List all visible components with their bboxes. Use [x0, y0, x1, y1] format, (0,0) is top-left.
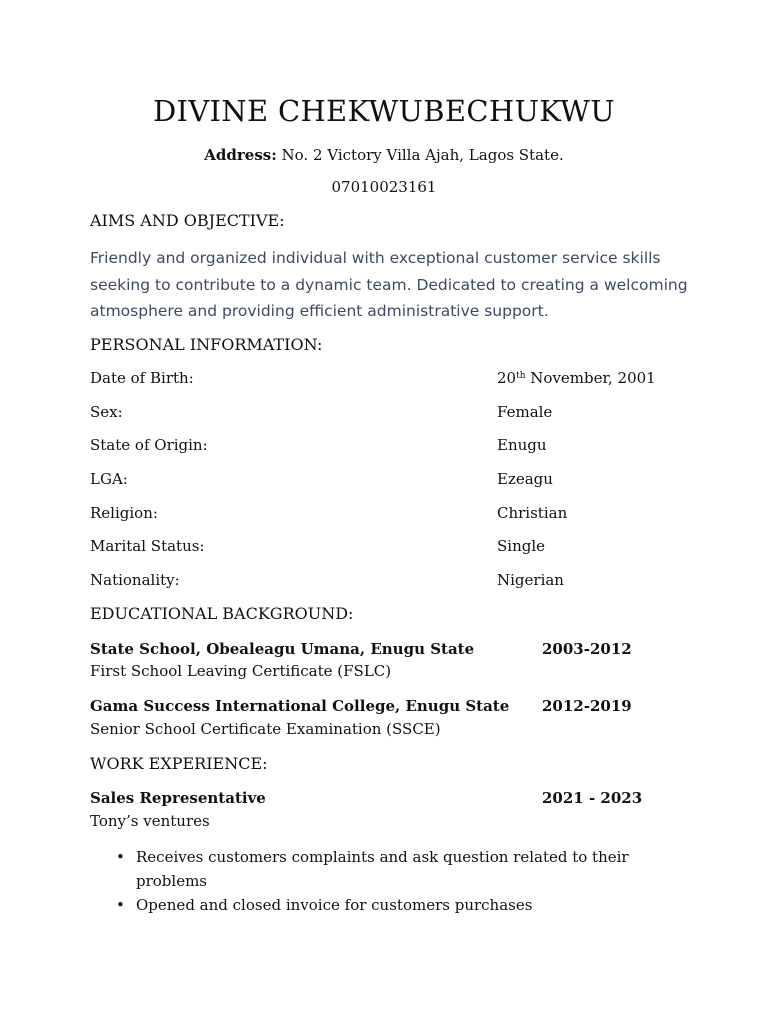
work-role: Sales Representative	[90, 789, 266, 807]
info-value: Enugu	[497, 436, 547, 454]
duty-text: Opened and closed invoice for customers purchases	[136, 896, 533, 914]
info-label: Sex:	[90, 403, 123, 421]
info-row-state	[90, 436, 690, 458]
address-line	[0, 146, 768, 164]
education-school: Gama Success International College, Enugu State	[90, 697, 510, 715]
info-value: Ezeagu	[497, 470, 553, 488]
address-value: No. 2 Victory Villa Ajah, Lagos State.	[276, 146, 564, 164]
phone-number: 07010023161	[331, 178, 437, 196]
work-heading: WORK EXPERIENCE:	[90, 754, 268, 773]
dob-rest: November, 2001	[525, 369, 656, 387]
dob-suffix: th	[516, 371, 526, 381]
info-label: LGA:	[90, 470, 128, 488]
bullet-icon: •	[116, 896, 125, 914]
education-certificate: First School Leaving Certificate (FSLC)	[90, 662, 392, 680]
work-company: Tony’s ventures	[90, 812, 210, 830]
dob-day: 20	[497, 369, 517, 387]
work-years: 2021 - 2023	[542, 789, 643, 807]
info-row-religion	[90, 504, 690, 526]
info-value: Female	[497, 403, 553, 421]
info-row-lga	[90, 470, 690, 492]
info-value: Single	[497, 537, 546, 555]
aims-text: Friendly and organized individual with exceptional customer service skills seeking to contribute to a dynamic team. Dedicated to creating a welcoming atmosphere and providing efficient administrative support.	[90, 249, 688, 320]
aims-heading: AIMS AND OBJECTIVE:	[90, 211, 285, 230]
info-label: Nationality:	[90, 571, 180, 589]
candidate-name: DIVINE CHEKWUBECHUKWU	[153, 94, 615, 128]
info-label: Date of Birth:	[90, 369, 194, 387]
education-years: 2012-2019	[542, 697, 632, 715]
info-label: Marital Status:	[90, 537, 205, 555]
education-certificate: Senior School Certificate Examination (SSCE)	[90, 720, 441, 738]
info-row-marital	[90, 537, 690, 559]
bullet-icon: •	[116, 848, 125, 866]
info-row-sex	[90, 403, 690, 425]
duties-list	[90, 845, 690, 917]
info-value	[497, 369, 656, 387]
education-heading: EDUCATIONAL BACKGROUND:	[90, 604, 354, 623]
address-label: Address:	[204, 146, 277, 164]
duty-text: Receives customers complaints and ask question related to their problems	[136, 848, 629, 890]
education-school: State School, Obealeagu Umana, Enugu State	[90, 640, 475, 658]
personal-info-heading: PERSONAL INFORMATION:	[90, 335, 323, 354]
education-years: 2003-2012	[542, 640, 632, 658]
info-label: Religion:	[90, 504, 158, 522]
info-label: State of Origin:	[90, 436, 208, 454]
list-item	[90, 845, 690, 893]
info-value: Nigerian	[497, 571, 564, 589]
info-row-nationality	[90, 571, 690, 593]
info-row-dob	[90, 369, 690, 391]
info-value: Christian	[497, 504, 568, 522]
list-item	[90, 893, 690, 917]
